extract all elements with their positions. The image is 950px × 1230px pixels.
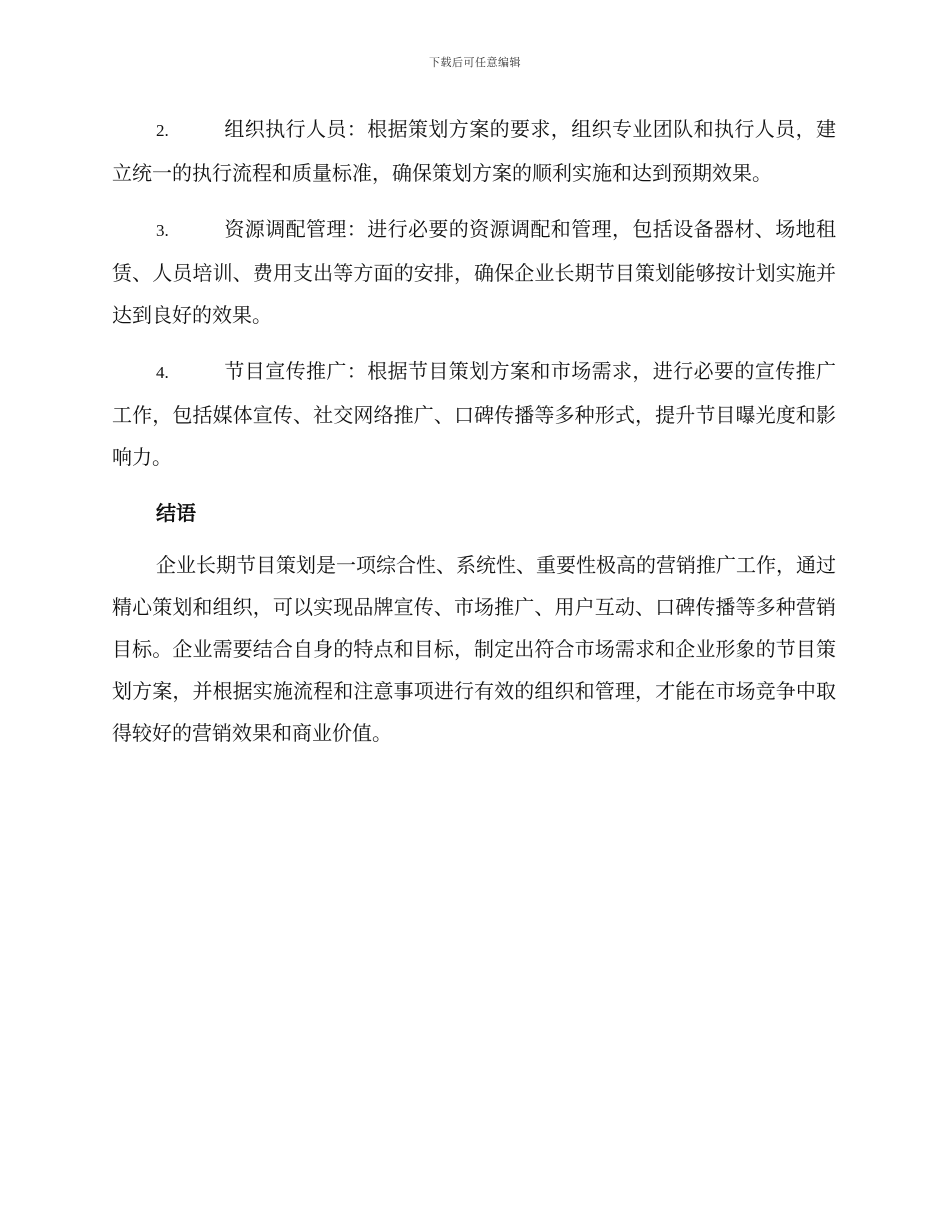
list-item-2 <box>112 108 836 194</box>
section-heading: 结语 <box>156 501 196 525</box>
list-item-text: 资源调配管理：进行必要的资源调配和管理，包括设备器材、场地租赁、人员培训、费用支出等方面的安排，确保企业长期节目策划能够按计划实施并达到良好的效果。 <box>112 217 836 327</box>
conclusion-paragraph: 企业长期节目策划是一项综合性、系统性、重要性极高的营销推广工作，通过精心策划和组织，可以实现品牌宣传、市场推广、用户互动、口碑传播等多种营销目标。企业需要结合自身的特点和目标，制定出符合市场需求和企业形象的节目策划方案，并根据实施流程和注意事项进行有效的组织和管理，才能在市场竞争中取得较好的营销效果和商业价值。 <box>112 553 836 745</box>
list-item-text: 组织执行人员：根据策划方案的要求，组织专业团队和执行人员，建立统一的执行流程和质量标准，确保策划方案的顺利实施和达到预期效果。 <box>112 117 836 185</box>
list-item-4 <box>112 350 836 478</box>
document-body <box>112 108 836 768</box>
list-item-number: 4. <box>156 363 169 382</box>
list-item-number: 2. <box>156 121 169 140</box>
page-header: 下载后可任意编辑 <box>429 56 521 69</box>
list-item-3 <box>112 208 836 336</box>
list-item-text: 节目宣传推广：根据节目策划方案和市场需求，进行必要的宣传推广工作，包括媒体宣传、社交网络推广、口碑传播等多种形式，提升节目曝光度和影响力。 <box>112 359 836 469</box>
list-item-number: 3. <box>156 221 169 240</box>
